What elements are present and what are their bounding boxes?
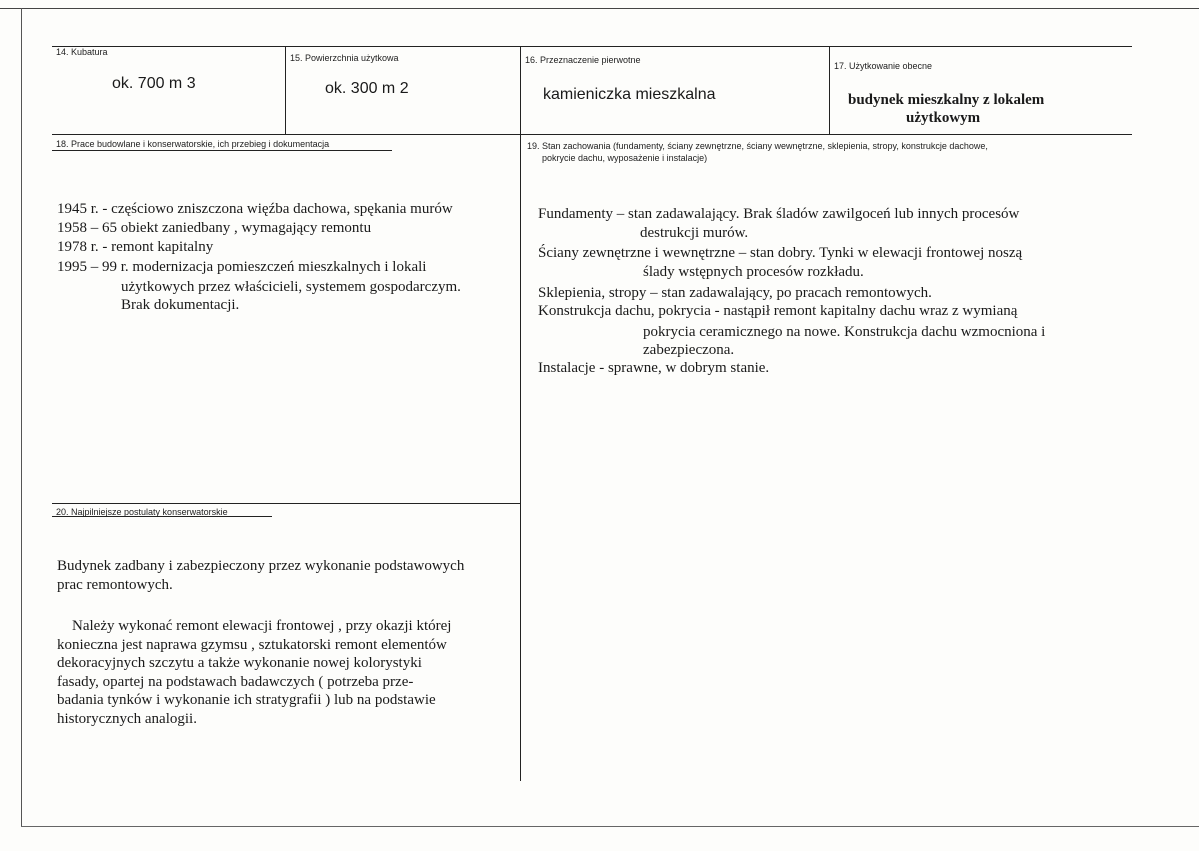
- stan-zachowania-label-line1: 19. Stan zachowania (fundamenty, ściany zewnętrzne, ściany wewnętrzne, sklepienia, stropy, konstrukcje dachowe,: [527, 141, 988, 151]
- stan-instalacje: Instalacje - sprawne, w dobrym stanie.: [538, 360, 770, 376]
- prace-line-1978: 1978 r. - remont kapitalny: [57, 239, 214, 255]
- postulaty-p2-line: konieczna jest naprawa gzymsu , sztukatorski remont elementów: [57, 636, 447, 653]
- bottom-border: [21, 826, 1199, 827]
- stan-konstrukcja: Konstrukcja dachu, pokrycia - nastąpił remont kapitalny dachu wraz z wymianą: [538, 303, 1018, 319]
- row1-top-line: [52, 46, 1132, 47]
- stan-sklepienia: Sklepienia, stropy – stan zadawalający, po pracach remontowych.: [538, 285, 932, 301]
- prace-line-1958: 1958 – 65 obiekt zaniedbany , wymagający remontu: [57, 220, 372, 236]
- przeznaczenie-value: kamieniczka mieszkalna: [543, 86, 716, 103]
- stan-zachowania-label-line2: pokrycie dachu, wyposażenie i instalacje): [542, 153, 708, 163]
- kubatura-label: 14. Kubatura: [56, 47, 108, 57]
- powierzchnia-label: 15. Powierzchnia użytkowa: [290, 53, 399, 63]
- postulaty-p2-line: dekoracyjnych szczytu a także wykonanie nowej kolorystyki: [57, 655, 422, 671]
- uzytkowanie-value-line1: budynek mieszkalny z lokalem: [848, 92, 1045, 108]
- postulaty-paragraph-1: [57, 557, 464, 594]
- stan-konstrukcja-cont2: zabezpieczona.: [643, 342, 735, 358]
- postulaty-p2-line: fasady, opartej na podstawach badawczych ( potrzeba prze-: [57, 673, 414, 690]
- postulaty-p2-line: badania tynków i wykonanie ich stratygrafii ) lub na podstawie: [57, 692, 436, 708]
- row1-bottom-line: [52, 134, 1132, 135]
- col-16-17-divider: [829, 47, 830, 134]
- przeznaczenie-label: 16. Przeznaczenie pierwotne: [525, 55, 641, 65]
- postulaty-p2-line: historycznych analogii.: [57, 710, 197, 727]
- top-border: [0, 8, 1199, 9]
- left-border: [21, 8, 22, 826]
- prace-line-documentation: Brak dokumentacji.: [121, 297, 240, 313]
- col-15-16-divider: [520, 47, 521, 781]
- kubatura-value: ok. 700 m 3: [112, 75, 196, 92]
- section-20-top-line: [52, 503, 520, 504]
- stan-fundamenty: Fundamenty – stan zadawalający. Brak śladów zawilgoceń lub innych procesów: [538, 206, 1020, 222]
- col-14-15-divider: [285, 47, 286, 134]
- stan-sciany: Ściany zewnętrzne i wewnętrzne – stan dobry. Tynki w elewacji frontowej noszą: [538, 245, 1023, 261]
- section-18-label-underline: [52, 150, 392, 151]
- prace-line-1995-cont: użytkowych przez właścicieli, systemem gospodarczym.: [121, 279, 461, 295]
- uzytkowanie-label: 17. Użytkowanie obecne: [834, 61, 933, 71]
- postulaty-label: 20. Najpilniejsze postulaty konserwatorskie: [56, 507, 228, 517]
- postulaty-p1-line: Budynek zadbany i zabezpieczony przez wykonanie podstawowych: [57, 558, 465, 574]
- postulaty-paragraph-2: [57, 617, 451, 728]
- prace-label: 18. Prace budowlane i konserwatorskie, ich przebieg i dokumentacja: [56, 139, 330, 149]
- uzytkowanie-value-line2: użytkowym: [906, 110, 981, 126]
- stan-konstrukcja-cont: pokrycia ceramicznego na nowe. Konstrukcja dachu wzmocniona i: [643, 324, 1046, 340]
- postulaty-p1-line: prac remontowych.: [57, 576, 173, 593]
- postulaty-p2-line: Należy wykonać remont elewacji frontowej , przy okazji której: [72, 618, 452, 634]
- prace-line-1995: 1995 – 99 r. modernizacja pomieszczeń mieszkalnych i lokali: [57, 259, 427, 275]
- powierzchnia-value: ok. 300 m 2: [325, 80, 409, 97]
- stan-fundamenty-cont: destrukcji murów.: [640, 225, 749, 241]
- prace-line-1945: 1945 r. - częściowo zniszczona więźba dachowa, spękania murów: [57, 201, 453, 217]
- stan-sciany-cont: ślady wstępnych procesów rozkładu.: [643, 264, 864, 280]
